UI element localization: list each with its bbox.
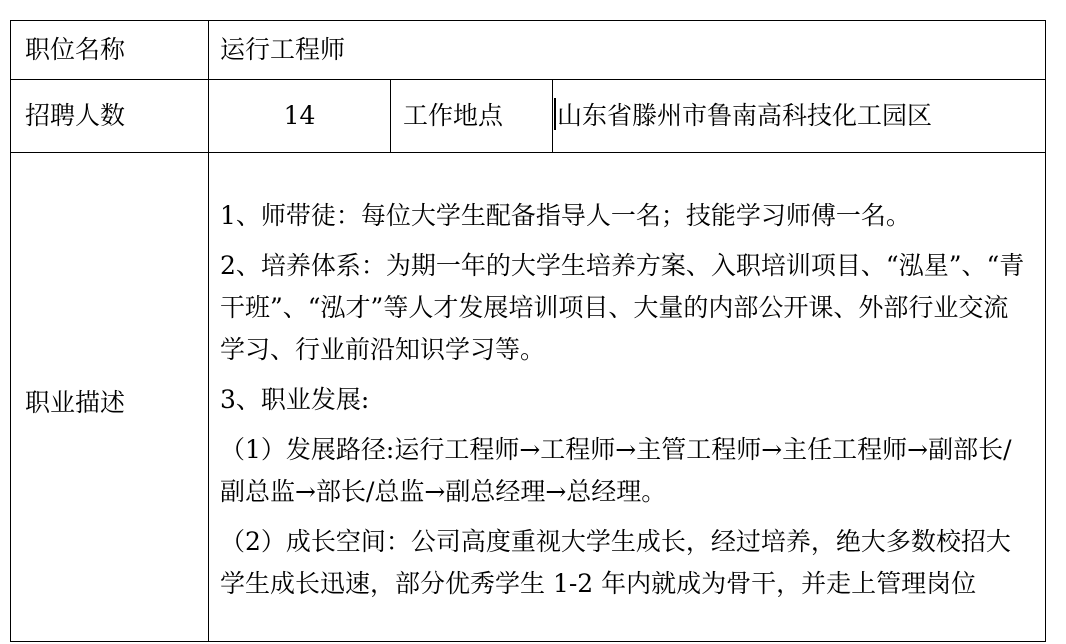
description-item-path: （1）发展路径:运行工程师→工程师→主管工程师→主任工程师→副部长/副总监→部长/总监→副总经理→总经理。 <box>220 435 1012 506</box>
job-info-table <box>10 20 1046 642</box>
job-posting-document <box>10 20 1046 630</box>
position-label: 职位名称 <box>11 21 209 80</box>
position-row <box>11 21 1046 80</box>
location-label: 工作地点 <box>391 80 553 153</box>
description-label: 职业描述 <box>11 153 209 642</box>
description-item-mentor: 1、师带徒：每位大学生配备指导人一名；技能学习师傅一名。 <box>220 201 911 230</box>
headcount-value: 14 <box>209 80 391 153</box>
description-cell <box>209 153 1046 642</box>
position-value: 运行工程师 <box>209 21 1046 80</box>
text-cursor <box>554 98 556 130</box>
description-item-growth: （2）成长空间：公司高度重视大学生成长，经过培养，绝大多数校招大学生成长迅速，部分优秀学生 1-2 年内就成为骨干，并走上管理岗位 <box>220 527 1011 598</box>
description-item-training: 2、培养体系：为期一年的大学生培养方案、入职培训项目、“泓星”、“青干班”、“泓才”等人才发展培训项目、大量的内部公开课、外部行业交流学习、行业前沿知识学习等。 <box>220 251 1025 364</box>
location-cell[interactable] <box>553 80 1046 153</box>
location-value: 山东省滕州市鲁南高科技化工园区 <box>557 101 933 130</box>
headcount-label: 招聘人数 <box>11 80 209 153</box>
headcount-location-row <box>11 80 1046 153</box>
description-row <box>11 153 1046 642</box>
description-item-career: 3、职业发展: <box>220 385 370 414</box>
